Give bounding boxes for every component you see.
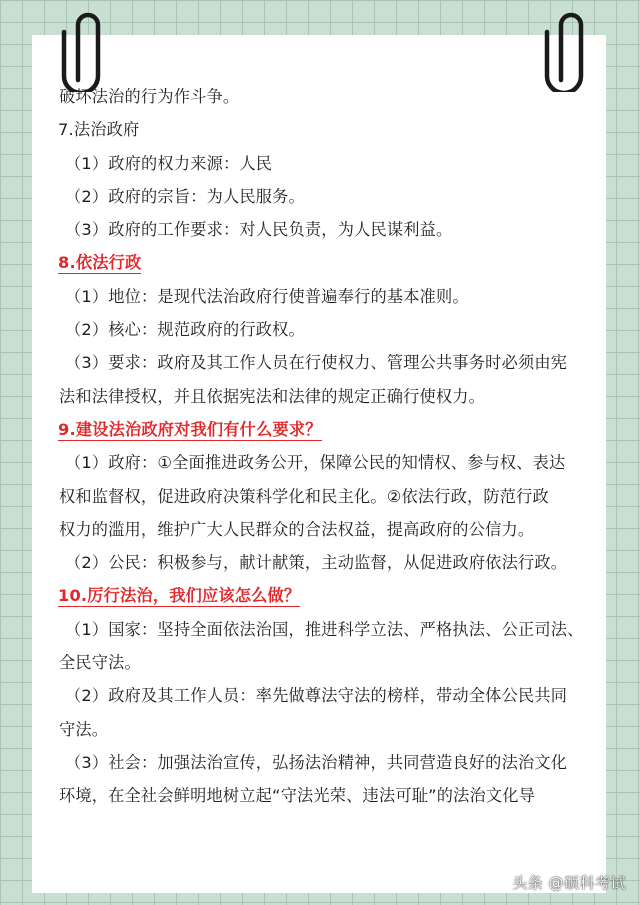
- text-line: 守法。: [59, 719, 109, 739]
- section-heading-text: 8.依法行政: [58, 253, 142, 273]
- watermark: 头条 @硕科考试: [512, 874, 626, 892]
- text-line: 权和监督权，促进政府决策科学化和民主化。②依法行政，防范行政: [59, 486, 549, 506]
- section-heading-text: 10.厉行法治，我们应该怎么做？: [58, 586, 301, 606]
- text-line: 环境，在全社会鲜明地树立起“守法光荣、违法可耻”的法治文化导: [59, 786, 536, 806]
- section-heading: [58, 579, 588, 612]
- list-item: （2）政府及其工作人员：率先做尊法守法的榜样，带动全体公民共同: [65, 686, 568, 706]
- list-item: （1）政府的权力来源：人民: [65, 153, 273, 173]
- paperclip-icon: [541, 12, 587, 92]
- paperclip-icon: [58, 12, 104, 92]
- section-heading: [58, 413, 588, 446]
- paper-sheet: [32, 35, 606, 893]
- list-item: （3）要求：政府及其工作人员在行使权力、管理公共事务时必须由宪: [65, 353, 568, 373]
- list-item: （3）政府的工作要求：对人民负责，为人民谋利益。: [65, 220, 453, 240]
- list-item: （2）公民：积极参与，献计献策，主动监督，从促进政府依法行政。: [65, 553, 568, 573]
- list-item: （1）国家：坚持全面依法治国，推进科学立法、严格执法、公正司法、: [65, 619, 584, 639]
- list-item: （3）社会：加强法治宣传，弘扬法治精神，共同营造良好的法治文化: [65, 752, 568, 772]
- text-line: 法和法律授权，并且依据宪法和法律的规定正确行使权力。: [59, 386, 486, 406]
- document-body: [58, 80, 588, 813]
- list-item: （1）政府：①全面推进政务公开，保障公民的知情权、参与权、表达: [65, 453, 566, 473]
- list-item: （2）核心：规范政府的行政权。: [65, 320, 305, 340]
- section-heading-text: 9.建设法治政府对我们有什么要求？: [58, 419, 322, 439]
- list-item: （2）政府的宗旨：为人民服务。: [65, 186, 305, 206]
- list-item: （1）地位：是现代法治政府行使普遍奉行的基本准则。: [65, 286, 469, 306]
- text-line: 全民守法。: [59, 653, 141, 673]
- subsection-heading: 7.法治政府: [58, 120, 140, 140]
- text-line: 破坏法治的行为作斗争。: [59, 87, 240, 106]
- text-line: 权力的滥用，维护广大人民群众的合法权益，提高政府的公信力。: [59, 519, 535, 539]
- section-heading: [58, 246, 588, 279]
